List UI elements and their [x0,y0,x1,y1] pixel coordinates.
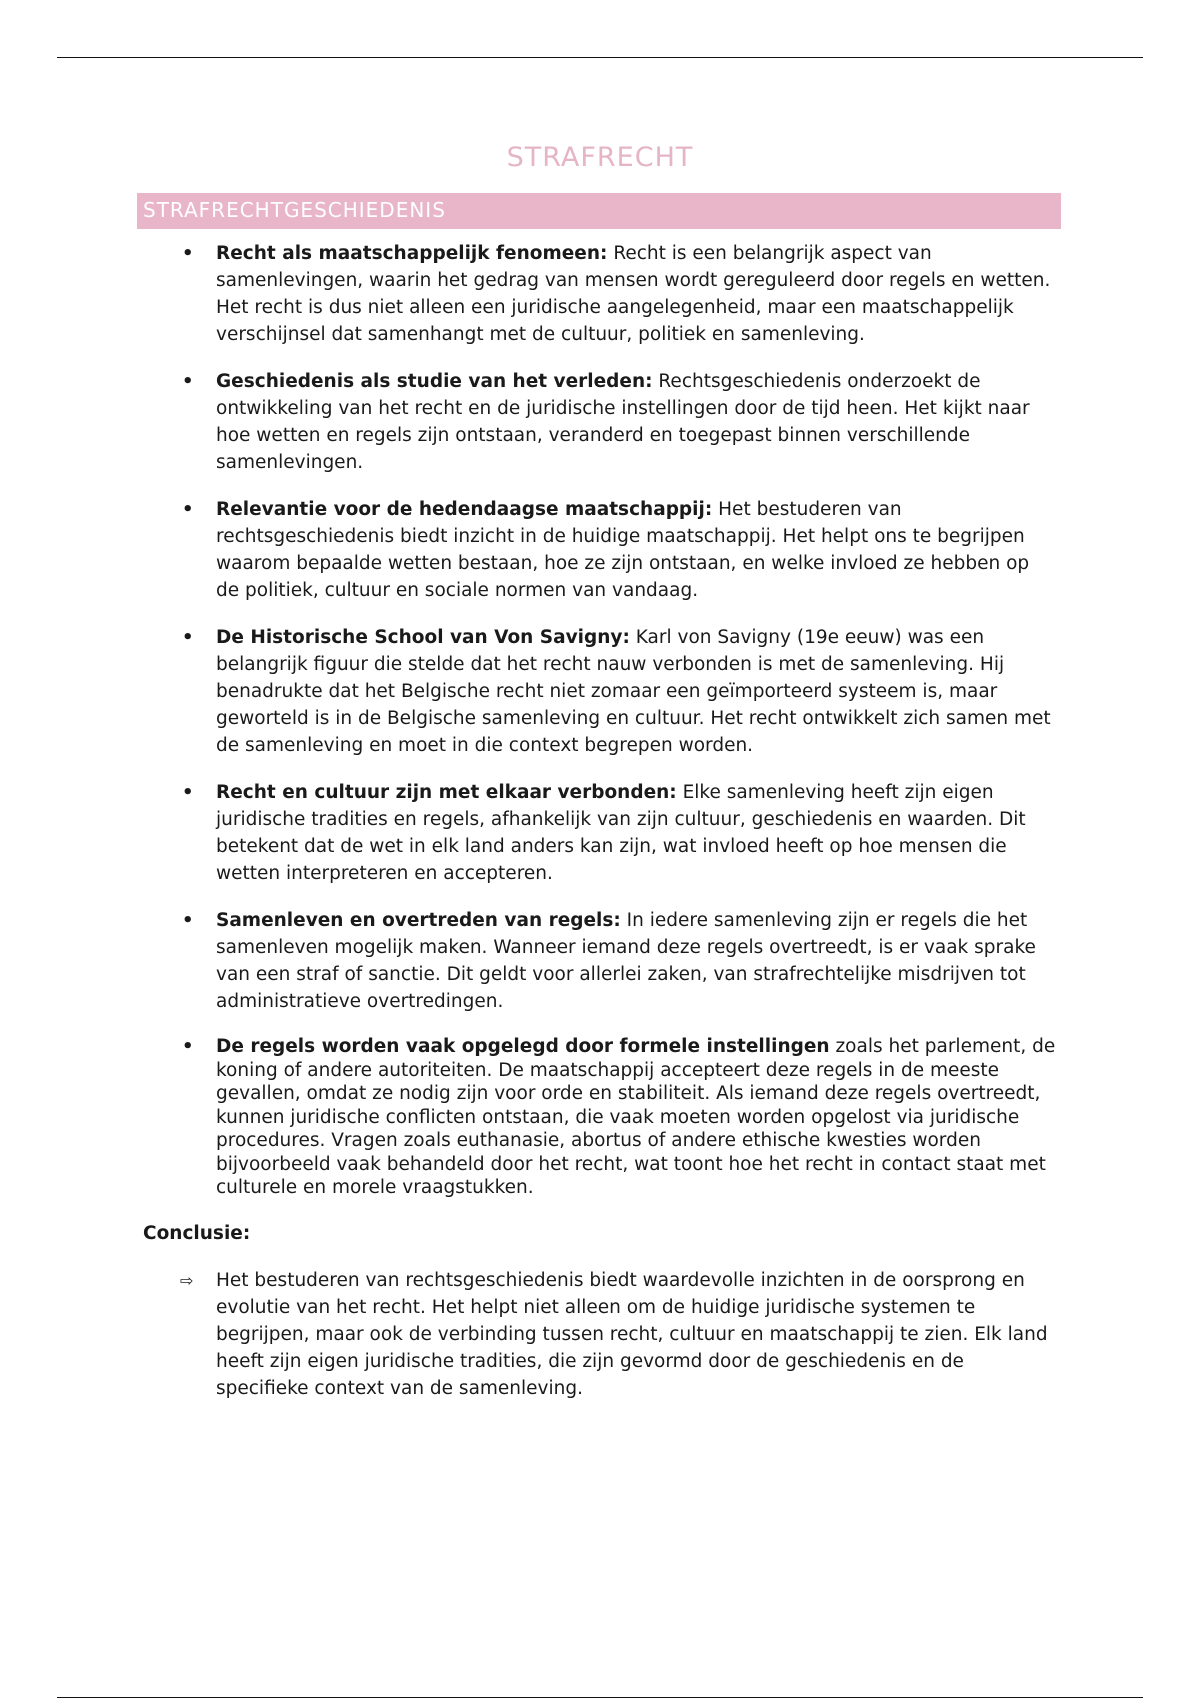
bullet-term: Recht als maatschappelijk fenomeen: [216,243,608,264]
conclusion-item [180,1267,1056,1402]
bullet-icon: • [182,627,194,648]
bullet-icon: • [182,1036,194,1057]
bullet-icon: • [182,910,194,931]
bullet-icon: • [182,371,194,392]
bullet-text: Rechtsgeschiedenis onderzoekt de ontwikkeling van het recht en de juridische instellingen door de tijd heen. Het kijkt naar hoe wetten en regels zijn ontstaan, veranderd en toegepast binnen verschillende samenlevingen. [216,371,1030,473]
list-item [182,779,1056,887]
bullet-text: Elke samenleving heeft zijn eigen juridische tradities en regels, afhankelijk van zijn cultuur, geschiedenis en waarden. Dit betekent dat de wet in elk land anders kan zijn, wat invloed heeft op hoe mensen die wetten interpreteren en accepteren. [216,782,1026,884]
conclusion-text: Het bestuderen van rechtsgeschiedenis biedt waardevolle inzichten in de oorsprong en evolutie van het recht. Het helpt niet alleen om de huidige juridische systemen te begrijpen, maar ook de verbinding tussen recht, cultuur en maatschappij te zien. Elk land heeft zijn eigen juridische tradities, die zijn gevormd door de geschiedenis en de specifieke context van de samenleving. [216,1269,1048,1399]
bullet-text: zoals het parlement, de koning of andere autoriteiten. De maatschappij accepteert deze regels in de meeste gevallen, omdat ze nodig zijn voor orde en stabiliteit. Als iemand deze regels overtreedt, kunnen juridische conflicten ontstaan, die vaak moeten worden opgelost via juridische procedures. Vragen zoals euthanasie, abortus of andere ethische kwesties worden bijvoorbeeld vaak behandeld door het recht, wat toont hoe het recht in contact staat met culturele en morele vraagstukken. [216,1036,1056,1198]
list-item [182,907,1056,1015]
header-rule [57,57,1143,58]
bullet-text: Het bestuderen van rechtsgeschiedenis biedt inzicht in de huidige maatschappij. Het helpt ons te begrijpen waarom bepaalde wetten bestaan, hoe ze zijn ontstaan, en welke invloed ze hebben op de politiek, cultuur en sociale normen van vandaag. [216,499,1030,601]
list-item [182,496,1056,604]
bullet-text: Karl von Savigny (19e eeuw) was een belangrijk figuur die stelde dat het recht nauw verbonden is met de samenleving. Hij benadrukte dat het Belgische recht niet zomaar een geïmporteerd systeem is, maar geworteld is in de Belgische samenleving en cultuur. Het recht ontwikkelt zich samen met de samenleving en moet in die context begrepen worden. [216,627,1051,756]
bullet-term: De Historische School van Von Savigny: [216,627,630,648]
list-item [182,240,1056,348]
page-title: STRAFRECHT [506,142,694,173]
bullet-term: De regels worden vaak opgelegd door formele instellingen [216,1036,830,1057]
bullet-icon: • [182,499,194,520]
bullet-term: Relevantie voor de hedendaagse maatschappij: [216,499,713,520]
bullet-text: In iedere samenleving zijn er regels die het samenleven mogelijk maken. Wanneer iemand deze regels overtreedt, is er vaak sprake van een straf of sanctie. Dit geldt voor allerlei zaken, van strafrechtelijke misdrijven tot administratieve overtredingen. [216,910,1036,1012]
bullet-icon: • [182,782,194,803]
arrow-right-icon: ⇨ [180,1270,194,1290]
list-item [182,624,1056,759]
bullet-icon: • [182,243,194,264]
bullet-term: Geschiedenis als studie van het verleden: [216,371,653,392]
section-heading: STRAFRECHTGESCHIEDENIS [137,193,1061,229]
list-item [182,368,1056,476]
footer-rule [57,1697,1143,1698]
bullet-term: Recht en cultuur zijn met elkaar verbonden: [216,782,677,803]
document-body [0,240,1200,1422]
bullet-term: Samenleven en overtreden van regels: [216,910,621,931]
bullet-text: Recht is een belangrijk aspect van samenlevingen, waarin het gedrag van mensen wordt gereguleerd door regels en wetten. Het recht is dus niet alleen een juridische aangelegenheid, maar een maatschappelijk verschijnsel dat samenhangt met de cultuur, politiek en samenleving. [216,243,1051,345]
list-item [182,1035,1056,1200]
conclusion-label: Conclusie: [143,1222,251,1244]
